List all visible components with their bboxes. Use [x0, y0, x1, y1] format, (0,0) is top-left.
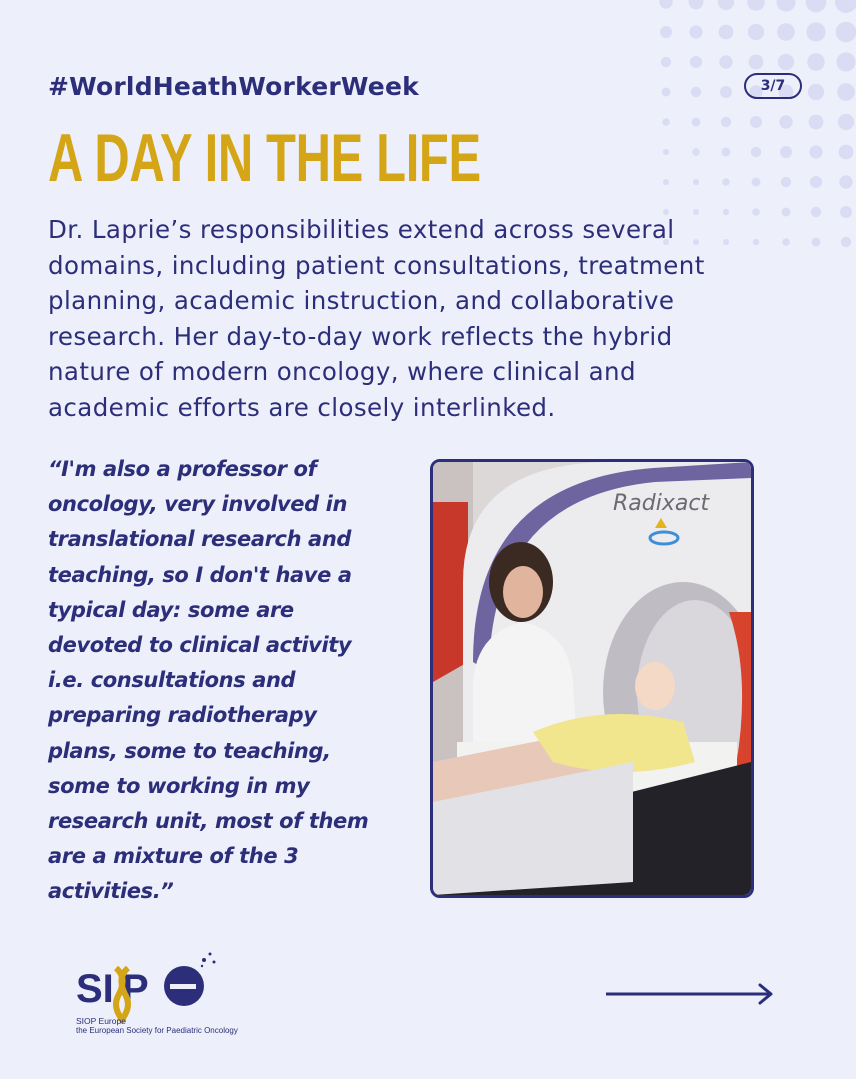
- page-counter-badge: 3/7: [744, 73, 802, 99]
- decorative-dot: [661, 57, 671, 67]
- decorative-dot: [722, 178, 730, 186]
- decorative-dot: [660, 26, 672, 38]
- intro-line: planning, academic instruction, and collaborative: [48, 286, 675, 316]
- page-title: A DAY IN THE LIFE: [48, 120, 481, 196]
- decorative-dot: [663, 149, 669, 155]
- decorative-dot: [662, 118, 670, 126]
- quote-line: preparing radiotherapy: [48, 703, 317, 728]
- decorative-dot: [689, 0, 704, 9]
- decorative-dot: [663, 179, 669, 185]
- decorative-dot: [835, 0, 856, 13]
- quote-line: i.e. consultations and: [48, 668, 296, 693]
- quote-line: devoted to clinical activity: [48, 633, 352, 658]
- quote-line: translational research and: [48, 527, 352, 552]
- decorative-dot: [747, 0, 765, 11]
- decorative-dot: [780, 146, 792, 158]
- decorative-dot: [722, 148, 731, 157]
- hashtag-label: #WorldHeathWorkerWeek: [48, 72, 419, 101]
- decorative-dot: [659, 0, 672, 9]
- arrow-right-icon[interactable]: [606, 982, 776, 1006]
- decorative-dot: [693, 179, 699, 185]
- decorative-dot: [718, 0, 734, 10]
- decorative-dot: [749, 55, 764, 70]
- svg-text:P: P: [122, 967, 149, 1011]
- org-full-name: the European Society for Paediatric Oncology: [76, 1026, 238, 1035]
- decorative-dot: [839, 145, 854, 160]
- decorative-dot: [807, 53, 825, 71]
- decorative-dot: [721, 117, 731, 127]
- quote-line: oncology, very involved in: [48, 492, 348, 517]
- decorative-dot: [836, 52, 855, 71]
- decorative-dot: [808, 84, 824, 100]
- intro-line: research. Her day-to-day work reflects the hybrid: [48, 321, 673, 351]
- decorative-dot: [806, 22, 825, 41]
- decorative-dot: [752, 178, 761, 187]
- decorative-dot: [751, 147, 761, 157]
- svg-text:SI: SI: [76, 967, 114, 1011]
- decorative-dot: [781, 177, 791, 187]
- quote-line: plans, some to teaching,: [48, 738, 331, 763]
- decorative-dot: [838, 114, 854, 130]
- quote-line: research unit, most of them: [48, 809, 369, 834]
- quote-block: [48, 452, 423, 910]
- decorative-dot: [840, 206, 852, 218]
- decorative-dot: [690, 56, 702, 68]
- decorative-dot: [778, 54, 794, 70]
- decorative-dot: [692, 118, 701, 127]
- intro-line: academic efforts are closely interlinked.: [48, 392, 556, 422]
- decorative-dot: [837, 83, 855, 101]
- decorative-dot: [719, 55, 732, 68]
- decorative-dot: [691, 87, 701, 97]
- decorative-dot: [809, 115, 824, 130]
- decorative-dot: [662, 88, 671, 97]
- quote-line: are a mixture of the 3: [48, 844, 299, 869]
- decorative-dot: [841, 237, 851, 247]
- intro-paragraph: [48, 212, 808, 426]
- decorative-dot: [810, 176, 822, 188]
- decorative-dot: [809, 145, 822, 158]
- decorative-dot: [720, 86, 732, 98]
- decorative-dot: [689, 25, 702, 38]
- decorative-dot: [719, 25, 734, 40]
- decorative-dot: [836, 22, 856, 43]
- quote-line: “I'm also a professor of: [48, 457, 317, 481]
- decorative-dot: [811, 207, 821, 217]
- quote-line: some to working in my: [48, 773, 310, 798]
- radiotherapy-room-photo: [430, 459, 754, 898]
- intro-line: Dr. Laprie’s responsibilities extend across several: [48, 215, 675, 244]
- decorative-dot: [779, 115, 792, 128]
- decorative-dot: [839, 175, 852, 188]
- decorative-dot: [812, 238, 821, 247]
- decorative-dot: [806, 0, 827, 12]
- decorative-dot: [692, 148, 700, 156]
- intro-line: domains, including patient consultations, treatment: [48, 250, 705, 280]
- decorative-dot: [776, 0, 795, 12]
- decorative-dot: [777, 23, 795, 41]
- machine-label: Radixact: [613, 491, 710, 516]
- decorative-dot: [750, 116, 762, 128]
- org-name: SIOP Europe: [76, 1016, 126, 1026]
- intro-line: nature of modern oncology, where clinical and: [48, 357, 636, 387]
- quote-line: teaching, so I don't have a: [48, 562, 352, 587]
- quote-line: typical day: some are: [48, 597, 294, 622]
- decorative-dot: [748, 24, 764, 40]
- quote-line: activities.”: [48, 879, 174, 904]
